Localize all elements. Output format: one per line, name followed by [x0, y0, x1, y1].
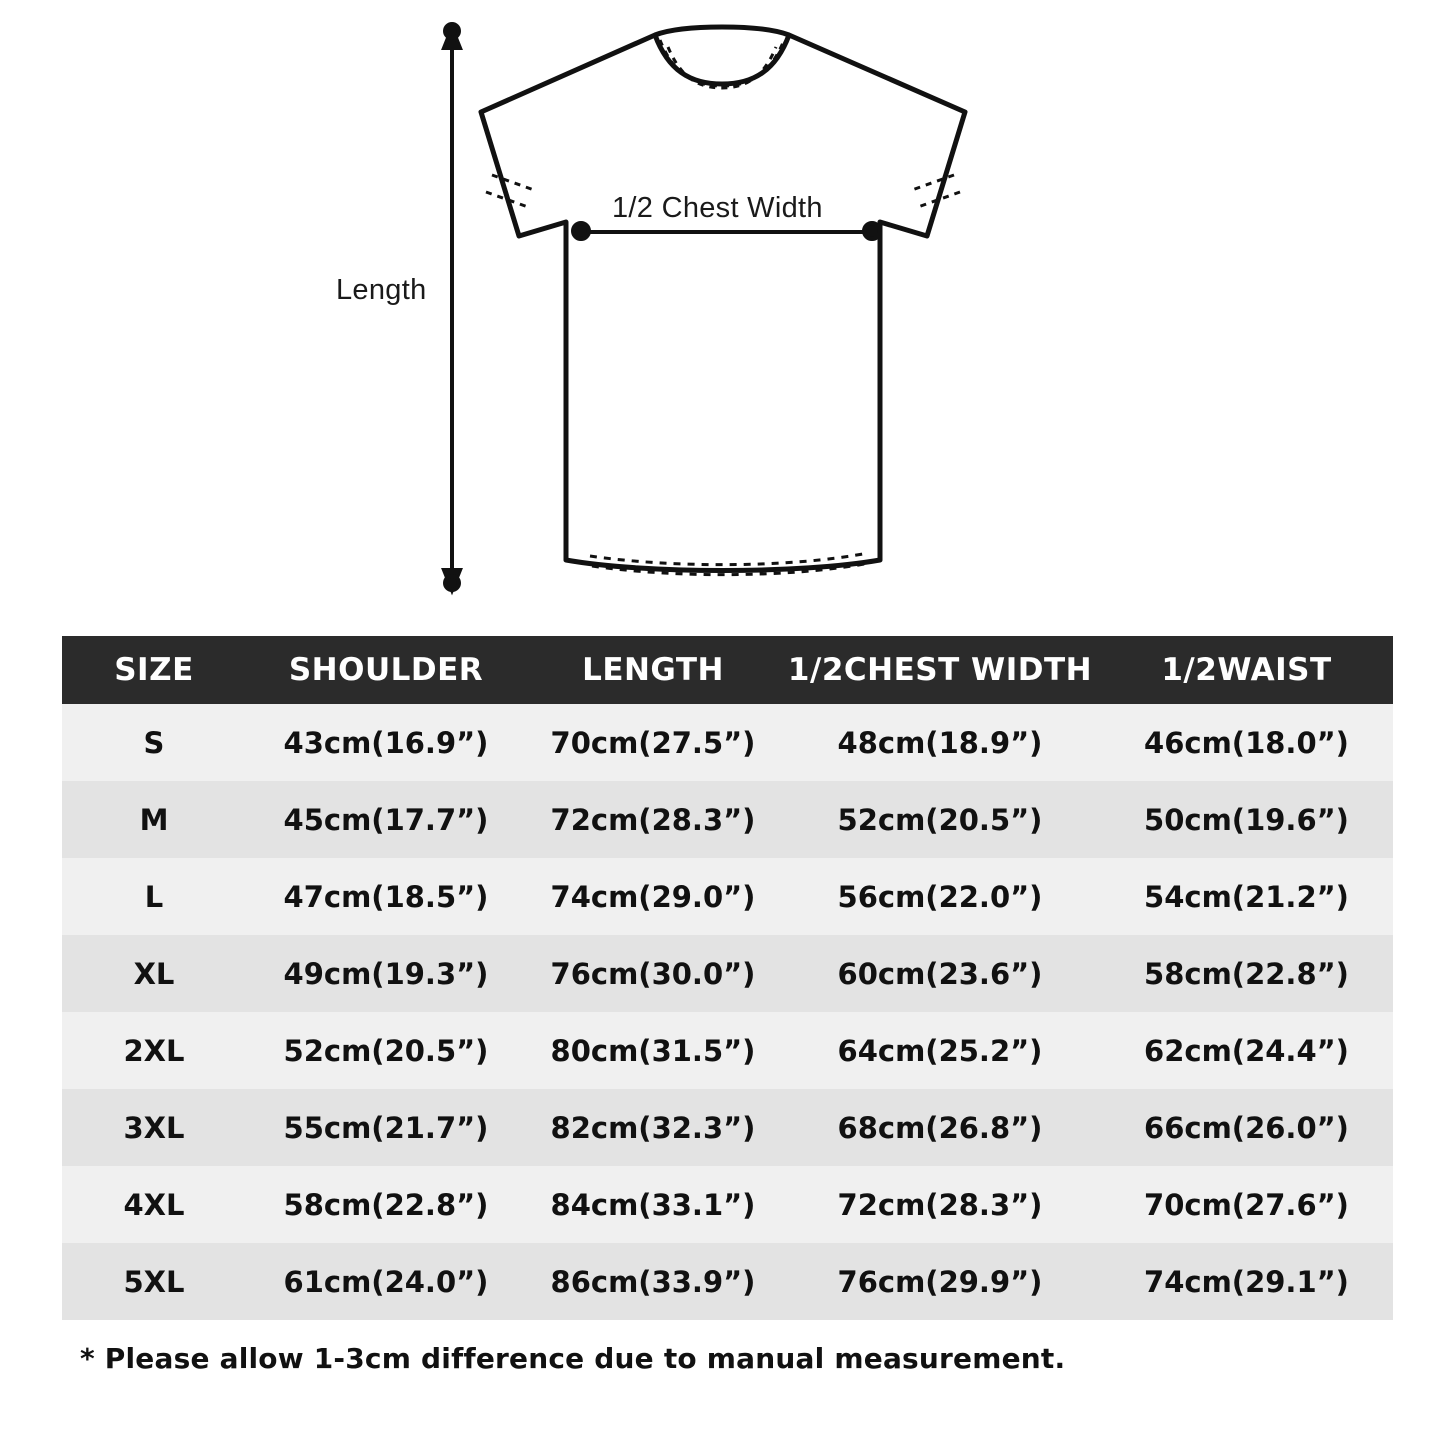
cell-chest: 56cm(22.0”): [780, 858, 1100, 935]
cell-length: 84cm(33.1”): [526, 1166, 780, 1243]
table-row: [62, 858, 1393, 935]
cell-size: M: [62, 781, 246, 858]
cell-size: 4XL: [62, 1166, 246, 1243]
table-row: [62, 935, 1393, 1012]
cell-shoulder: 45cm(17.7”): [246, 781, 526, 858]
cell-size: 3XL: [62, 1089, 246, 1166]
cell-waist: 74cm(29.1”): [1100, 1243, 1393, 1320]
cell-shoulder: 47cm(18.5”): [246, 858, 526, 935]
cell-waist: 62cm(24.4”): [1100, 1012, 1393, 1089]
table-body: [62, 704, 1393, 1320]
cell-waist: 54cm(21.2”): [1100, 858, 1393, 935]
tshirt-body-path: [481, 27, 965, 571]
cell-length: 82cm(32.3”): [526, 1089, 780, 1166]
cell-size: XL: [62, 935, 246, 1012]
cell-shoulder: 49cm(19.3”): [246, 935, 526, 1012]
cell-chest: 72cm(28.3”): [780, 1166, 1100, 1243]
size-chart-table: [62, 636, 1393, 1320]
cell-size: 5XL: [62, 1243, 246, 1320]
size-chart-table-wrapper: [62, 636, 1383, 1320]
measurement-note: * Please allow 1-3cm difference due to manual measurement.: [80, 1342, 1066, 1375]
header-waist: 1/2WAIST: [1100, 636, 1393, 704]
cell-shoulder: 52cm(20.5”): [246, 1012, 526, 1089]
cell-size: L: [62, 858, 246, 935]
table-row: [62, 1243, 1393, 1320]
cell-size: S: [62, 704, 246, 781]
cell-size: 2XL: [62, 1012, 246, 1089]
cell-chest: 52cm(20.5”): [780, 781, 1100, 858]
table-row: [62, 704, 1393, 781]
cell-chest: 76cm(29.9”): [780, 1243, 1100, 1320]
cell-waist: 66cm(26.0”): [1100, 1089, 1393, 1166]
cell-waist: 46cm(18.0”): [1100, 704, 1393, 781]
cell-chest: 60cm(23.6”): [780, 935, 1100, 1012]
cell-length: 74cm(29.0”): [526, 858, 780, 935]
header-chest-width: 1/2CHEST WIDTH: [780, 636, 1100, 704]
cell-chest: 68cm(26.8”): [780, 1089, 1100, 1166]
table-row: [62, 1089, 1393, 1166]
cell-shoulder: 58cm(22.8”): [246, 1166, 526, 1243]
header-shoulder: SHOULDER: [246, 636, 526, 704]
table-header: [62, 636, 1393, 704]
cell-chest: 48cm(18.9”): [780, 704, 1100, 781]
table-row: [62, 1166, 1393, 1243]
header-size: SIZE: [62, 636, 246, 704]
tshirt-measurement-diagram: [0, 0, 1445, 612]
header-length: LENGTH: [526, 636, 780, 704]
length-dimension-arrow: [444, 24, 460, 590]
cell-length: 80cm(31.5”): [526, 1012, 780, 1089]
table-row: [62, 1012, 1393, 1089]
length-label: Length: [336, 274, 427, 306]
cell-shoulder: 43cm(16.9”): [246, 704, 526, 781]
cell-waist: 70cm(27.6”): [1100, 1166, 1393, 1243]
cell-length: 76cm(30.0”): [526, 935, 780, 1012]
chest-width-label: 1/2 Chest Width: [612, 192, 823, 224]
cell-waist: 58cm(22.8”): [1100, 935, 1393, 1012]
header-row: [62, 636, 1393, 704]
cell-length: 72cm(28.3”): [526, 781, 780, 858]
cell-shoulder: 55cm(21.7”): [246, 1089, 526, 1166]
cell-length: 70cm(27.5”): [526, 704, 780, 781]
cell-waist: 50cm(19.6”): [1100, 781, 1393, 858]
cell-shoulder: 61cm(24.0”): [246, 1243, 526, 1320]
cell-chest: 64cm(25.2”): [780, 1012, 1100, 1089]
cell-length: 86cm(33.9”): [526, 1243, 780, 1320]
tshirt-outline-svg: [0, 0, 1445, 612]
table-row: [62, 781, 1393, 858]
